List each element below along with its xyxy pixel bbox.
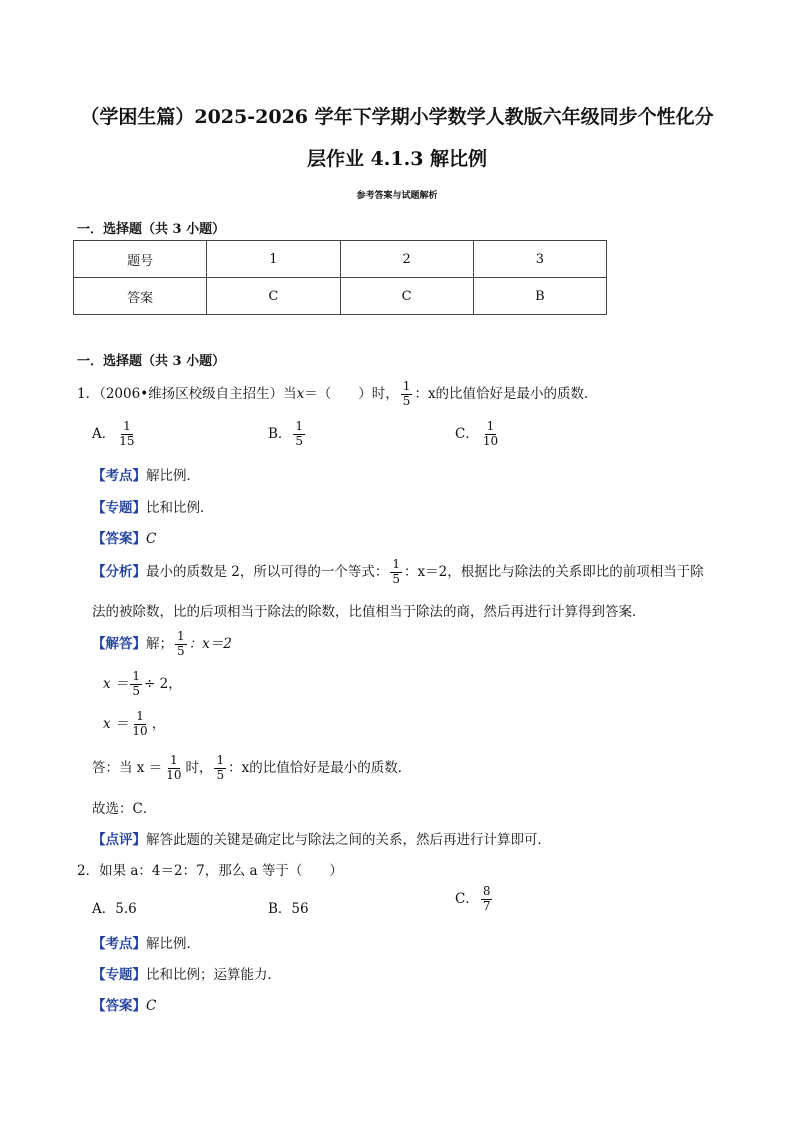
- q1-zhuanti: 【专题】比和比例．: [92, 500, 214, 516]
- q1-fenxi-line2: 法的被除数，比的后项相当于除法的除数，比值相当于除法的商，然后再进行计算得到答案．: [92, 604, 646, 620]
- q1-option-a: A． $\frac{1}{15}$: [92, 419, 135, 448]
- answer-table: [73, 240, 607, 315]
- fraction: $\frac{1}{5}$: [402, 379, 411, 408]
- q2-option-b: B．56: [268, 901, 309, 917]
- question-2-stem: 2．如果 a：4＝2：7，那么 a 等于（ ）: [77, 863, 343, 879]
- table-row: [74, 241, 607, 278]
- table-cell: 答案: [74, 278, 207, 315]
- q1-daan: 【答案】C: [92, 531, 157, 547]
- q2-daan: 【答案】C: [92, 998, 157, 1014]
- q1-dianping: 【点评】解答此题的关键是确定比与除法之间的关系，然后再进行计算即可．: [92, 832, 551, 848]
- section-heading: 一．选择题（共 3 小题）: [77, 222, 226, 237]
- q1-kaodian: 【考点】解比例．: [92, 468, 200, 484]
- table-cell: C: [340, 278, 473, 315]
- q1-step-1: x ＝ $\frac{1}{5}$ ÷ 2，: [103, 669, 182, 698]
- table-cell: 2: [340, 241, 473, 278]
- q1-answer-statement: 答：当 x ＝ $\frac{1}{10}$ 时， $\frac{1}{5}$ ：x的比值恰好是最小的质数．: [92, 753, 412, 782]
- q1-step-2: x ＝ $\frac{1}{10}$ ，: [103, 709, 166, 738]
- page-subtitle: 参考答案与试题解析: [356, 191, 438, 201]
- table-cell: B: [473, 278, 606, 315]
- section-heading-2: 一．选择题（共 3 小题）: [77, 354, 226, 369]
- table-row: [74, 278, 607, 315]
- table-cell: 1: [207, 241, 340, 278]
- q1-fenxi: 【分析】最小的质数是 2，所以可得的一个等式： $\frac{1}{5}$ ：x＝2，根据比与除法的关系即比的前项相当于除: [92, 557, 704, 586]
- table-cell: C: [207, 278, 340, 315]
- q1-option-c: C． $\frac{1}{10}$: [455, 419, 499, 448]
- q1-option-b: B． $\frac{1}{5}$: [268, 419, 304, 448]
- page-title: （学困生篇）2025-2026 学年下学期小学数学人教版六年级同步个性化分: [80, 106, 714, 128]
- q2-option-a: A．5.6: [92, 901, 137, 917]
- q2-kaodian: 【考点】解比例．: [92, 936, 200, 952]
- table-cell: 题号: [74, 241, 207, 278]
- q2-zhuanti: 【专题】比和比例；运算能力．: [92, 967, 281, 983]
- page-title-line2: 层作业 4.1.3 解比例: [306, 148, 488, 170]
- table-cell: 3: [473, 241, 606, 278]
- q1-jieda: 【解答】解； $\frac{1}{5}$ ：x＝2: [92, 629, 232, 658]
- question-1-stem: 1．（2006•维扬区校级自主招生）当x＝（ ）时， $\frac{1}{5}$ ：x的比值恰好是最小的质数．: [77, 379, 598, 408]
- q1-choice: 故选：C．: [92, 801, 157, 817]
- q2-option-c: C． $\frac{8}{7}$: [455, 884, 491, 913]
